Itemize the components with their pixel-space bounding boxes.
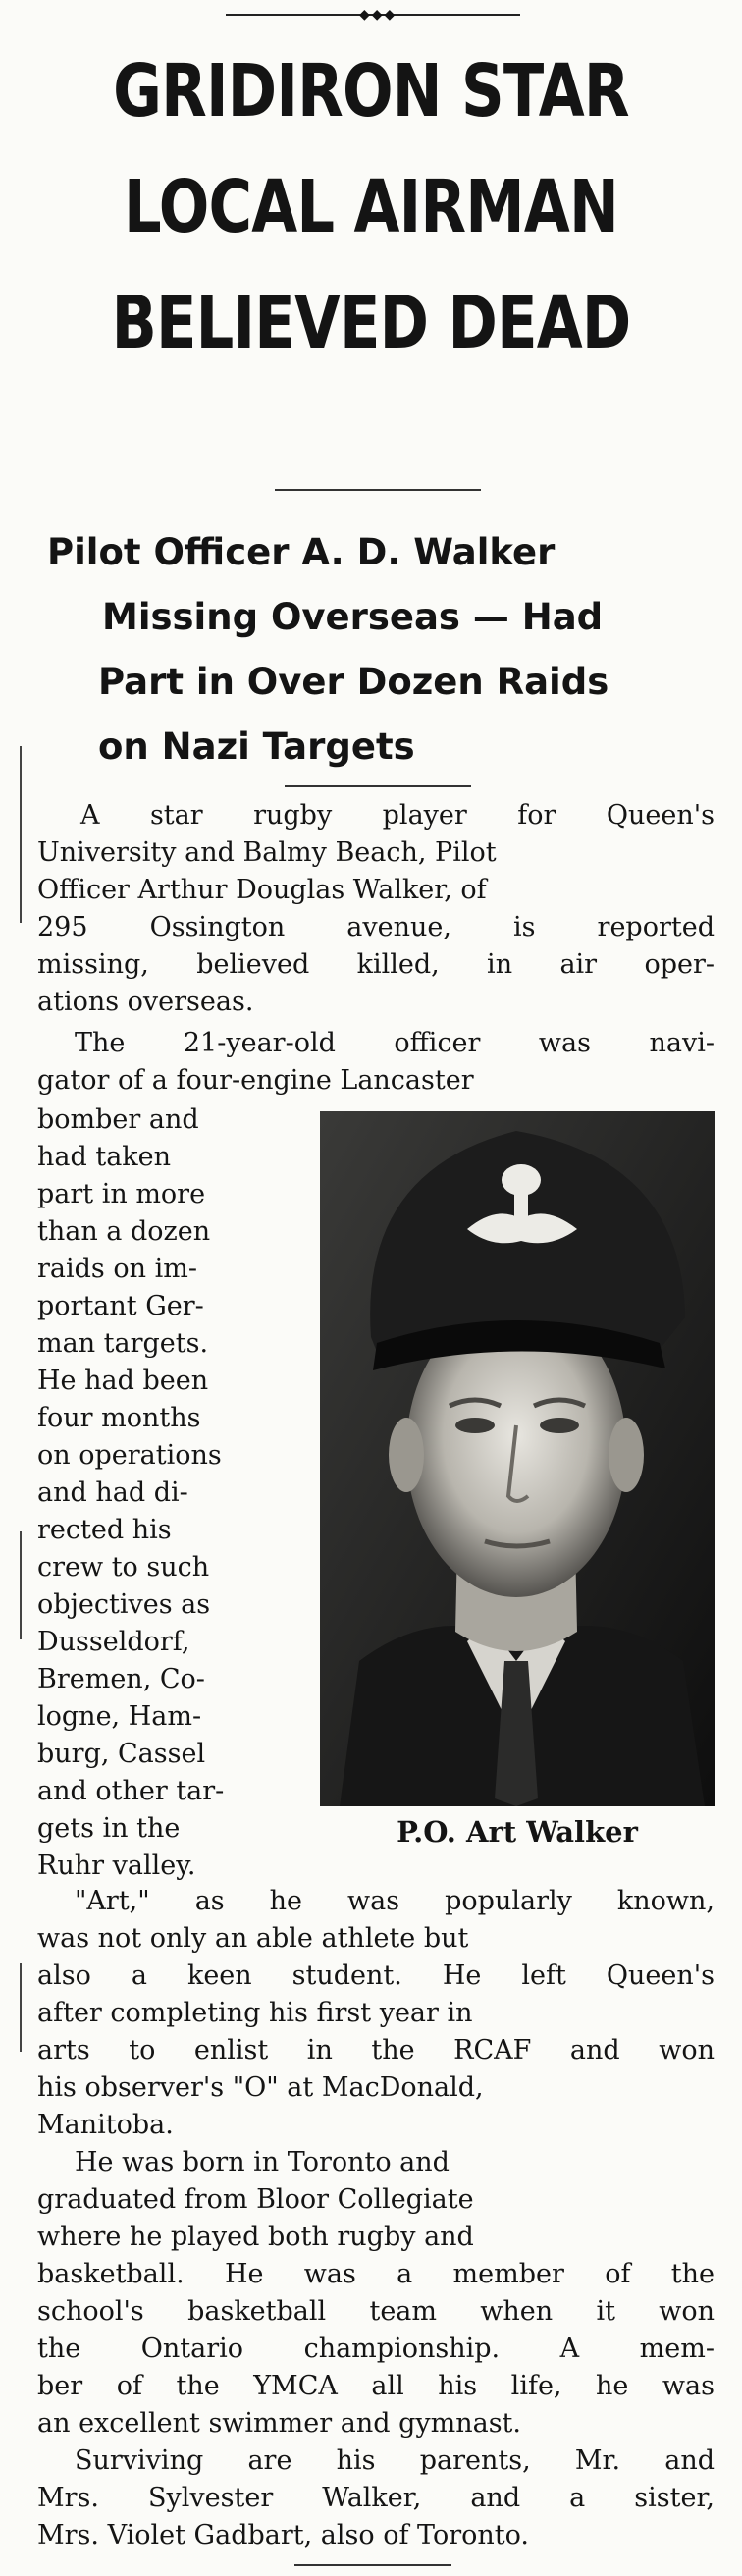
headline-line-1: GRIDIRON STAR (113, 49, 629, 134)
text-line: Ruhr valley. (37, 1851, 196, 1881)
paragraph-2-intro (37, 1025, 715, 1100)
text-line: an excellent swimmer and gymnast. (37, 2408, 521, 2439)
subheadline-deck (47, 520, 715, 779)
portrait-photo (320, 1111, 715, 1806)
text-line: and had di- (37, 1477, 188, 1508)
clipping-edge-mark (20, 1963, 22, 2052)
text-line: objectives as (37, 1589, 211, 1620)
deck-divider (285, 785, 471, 787)
text-line: school's basketball team when it won (37, 2296, 715, 2327)
text-line: than a dozen (37, 1216, 211, 1247)
text-line: was not only an able athlete but (37, 1923, 469, 1954)
text-line: crew to such (37, 1552, 210, 1583)
text-line: Surviving are his parents, Mr. and (75, 2445, 715, 2476)
text-line: part in more (37, 1179, 206, 1209)
portrait-illustration (320, 1111, 715, 1806)
text-line: The 21-year-old officer was navi- (75, 1028, 715, 1058)
top-ornament-rule (226, 7, 520, 23)
text-line: ations overseas. (37, 987, 254, 1017)
text-line: logne, Ham- (37, 1701, 202, 1732)
text-line: arts to enlist in the RCAF and won (37, 2035, 715, 2066)
text-line: where he played both rugby and (37, 2222, 474, 2252)
text-line: rected his (37, 1515, 172, 1545)
text-line: University and Balmy Beach, Pilot (37, 837, 497, 868)
text-line: Manitoba. (37, 2110, 174, 2140)
text-line: his observer's "O" at MacDonald, (37, 2072, 484, 2103)
text-line: burg, Cassel (37, 1739, 206, 1769)
text-line: ber of the YMCA all his life, he was (37, 2371, 715, 2401)
text-line: bomber and (37, 1104, 199, 1135)
paragraph-2-wrapped (37, 1101, 302, 1885)
text-line: basketball. He was a member of the (37, 2259, 715, 2289)
text-line: graduated from Bloor Collegiate (37, 2184, 474, 2215)
clipping-edge-mark (20, 1531, 22, 1639)
text-line: Mrs. Violet Gadbart, also of Toronto. (37, 2520, 529, 2550)
deck-line-2: Missing Overseas — Had (102, 596, 604, 638)
text-line: Officer Arthur Douglas Walker, of (37, 875, 487, 905)
text-line: He was born in Toronto and (75, 2147, 450, 2177)
text-line: Bremen, Co- (37, 1664, 205, 1694)
deck-line-4: on Nazi Targets (98, 725, 415, 768)
text-line: man targets. (37, 1328, 209, 1359)
photo-caption: P.O. Art Walker (397, 1815, 638, 1849)
headline-line-2: LOCAL AIRMAN (124, 165, 618, 249)
text-line: He had been (37, 1366, 209, 1396)
deck-line-1: Pilot Officer A. D. Walker (47, 531, 556, 573)
text-line: raids on im- (37, 1254, 197, 1284)
text-line: on operations (37, 1440, 222, 1471)
text-line: "Art," as he was popularly known, (75, 1886, 715, 1916)
text-line: gator of a four-engine Lancaster (37, 1065, 474, 1096)
text-line: gets in the (37, 1813, 181, 1844)
headline (67, 33, 675, 381)
text-line: after completing his first year in (37, 1998, 473, 2028)
clipping-edge-mark (20, 746, 22, 923)
text-line: also a keen student. He left Queen's (37, 1960, 715, 1991)
text-line: 295 Ossington avenue, is reported (37, 912, 715, 942)
text-line: Dusseldorf, (37, 1627, 190, 1657)
paragraph-1 (37, 797, 715, 1021)
text-line: and other tar- (37, 1776, 225, 1806)
text-line: four months (37, 1403, 201, 1433)
text-line: had taken (37, 1142, 172, 1172)
diamond-ornament-icon: ◆◆◆ (359, 7, 398, 23)
headline-line-3: BELIEVED DEAD (111, 281, 631, 365)
deck-line-3: Part in Over Dozen Raids (98, 661, 610, 703)
text-line: Mrs. Sylvester Walker, and a sister, (37, 2483, 715, 2513)
paragraph-4 (37, 2144, 715, 2442)
text-line: the Ontario championship. A mem- (37, 2334, 715, 2364)
paragraph-3 (37, 1883, 715, 2144)
paragraph-5 (37, 2442, 715, 2554)
bottom-ornament-rule (294, 2564, 451, 2566)
headline-divider (275, 489, 481, 491)
text-line: missing, believed killed, in air oper- (37, 949, 715, 980)
text-line: A star rugby player for Queen's (80, 800, 715, 831)
text-line: portant Ger- (37, 1291, 204, 1321)
